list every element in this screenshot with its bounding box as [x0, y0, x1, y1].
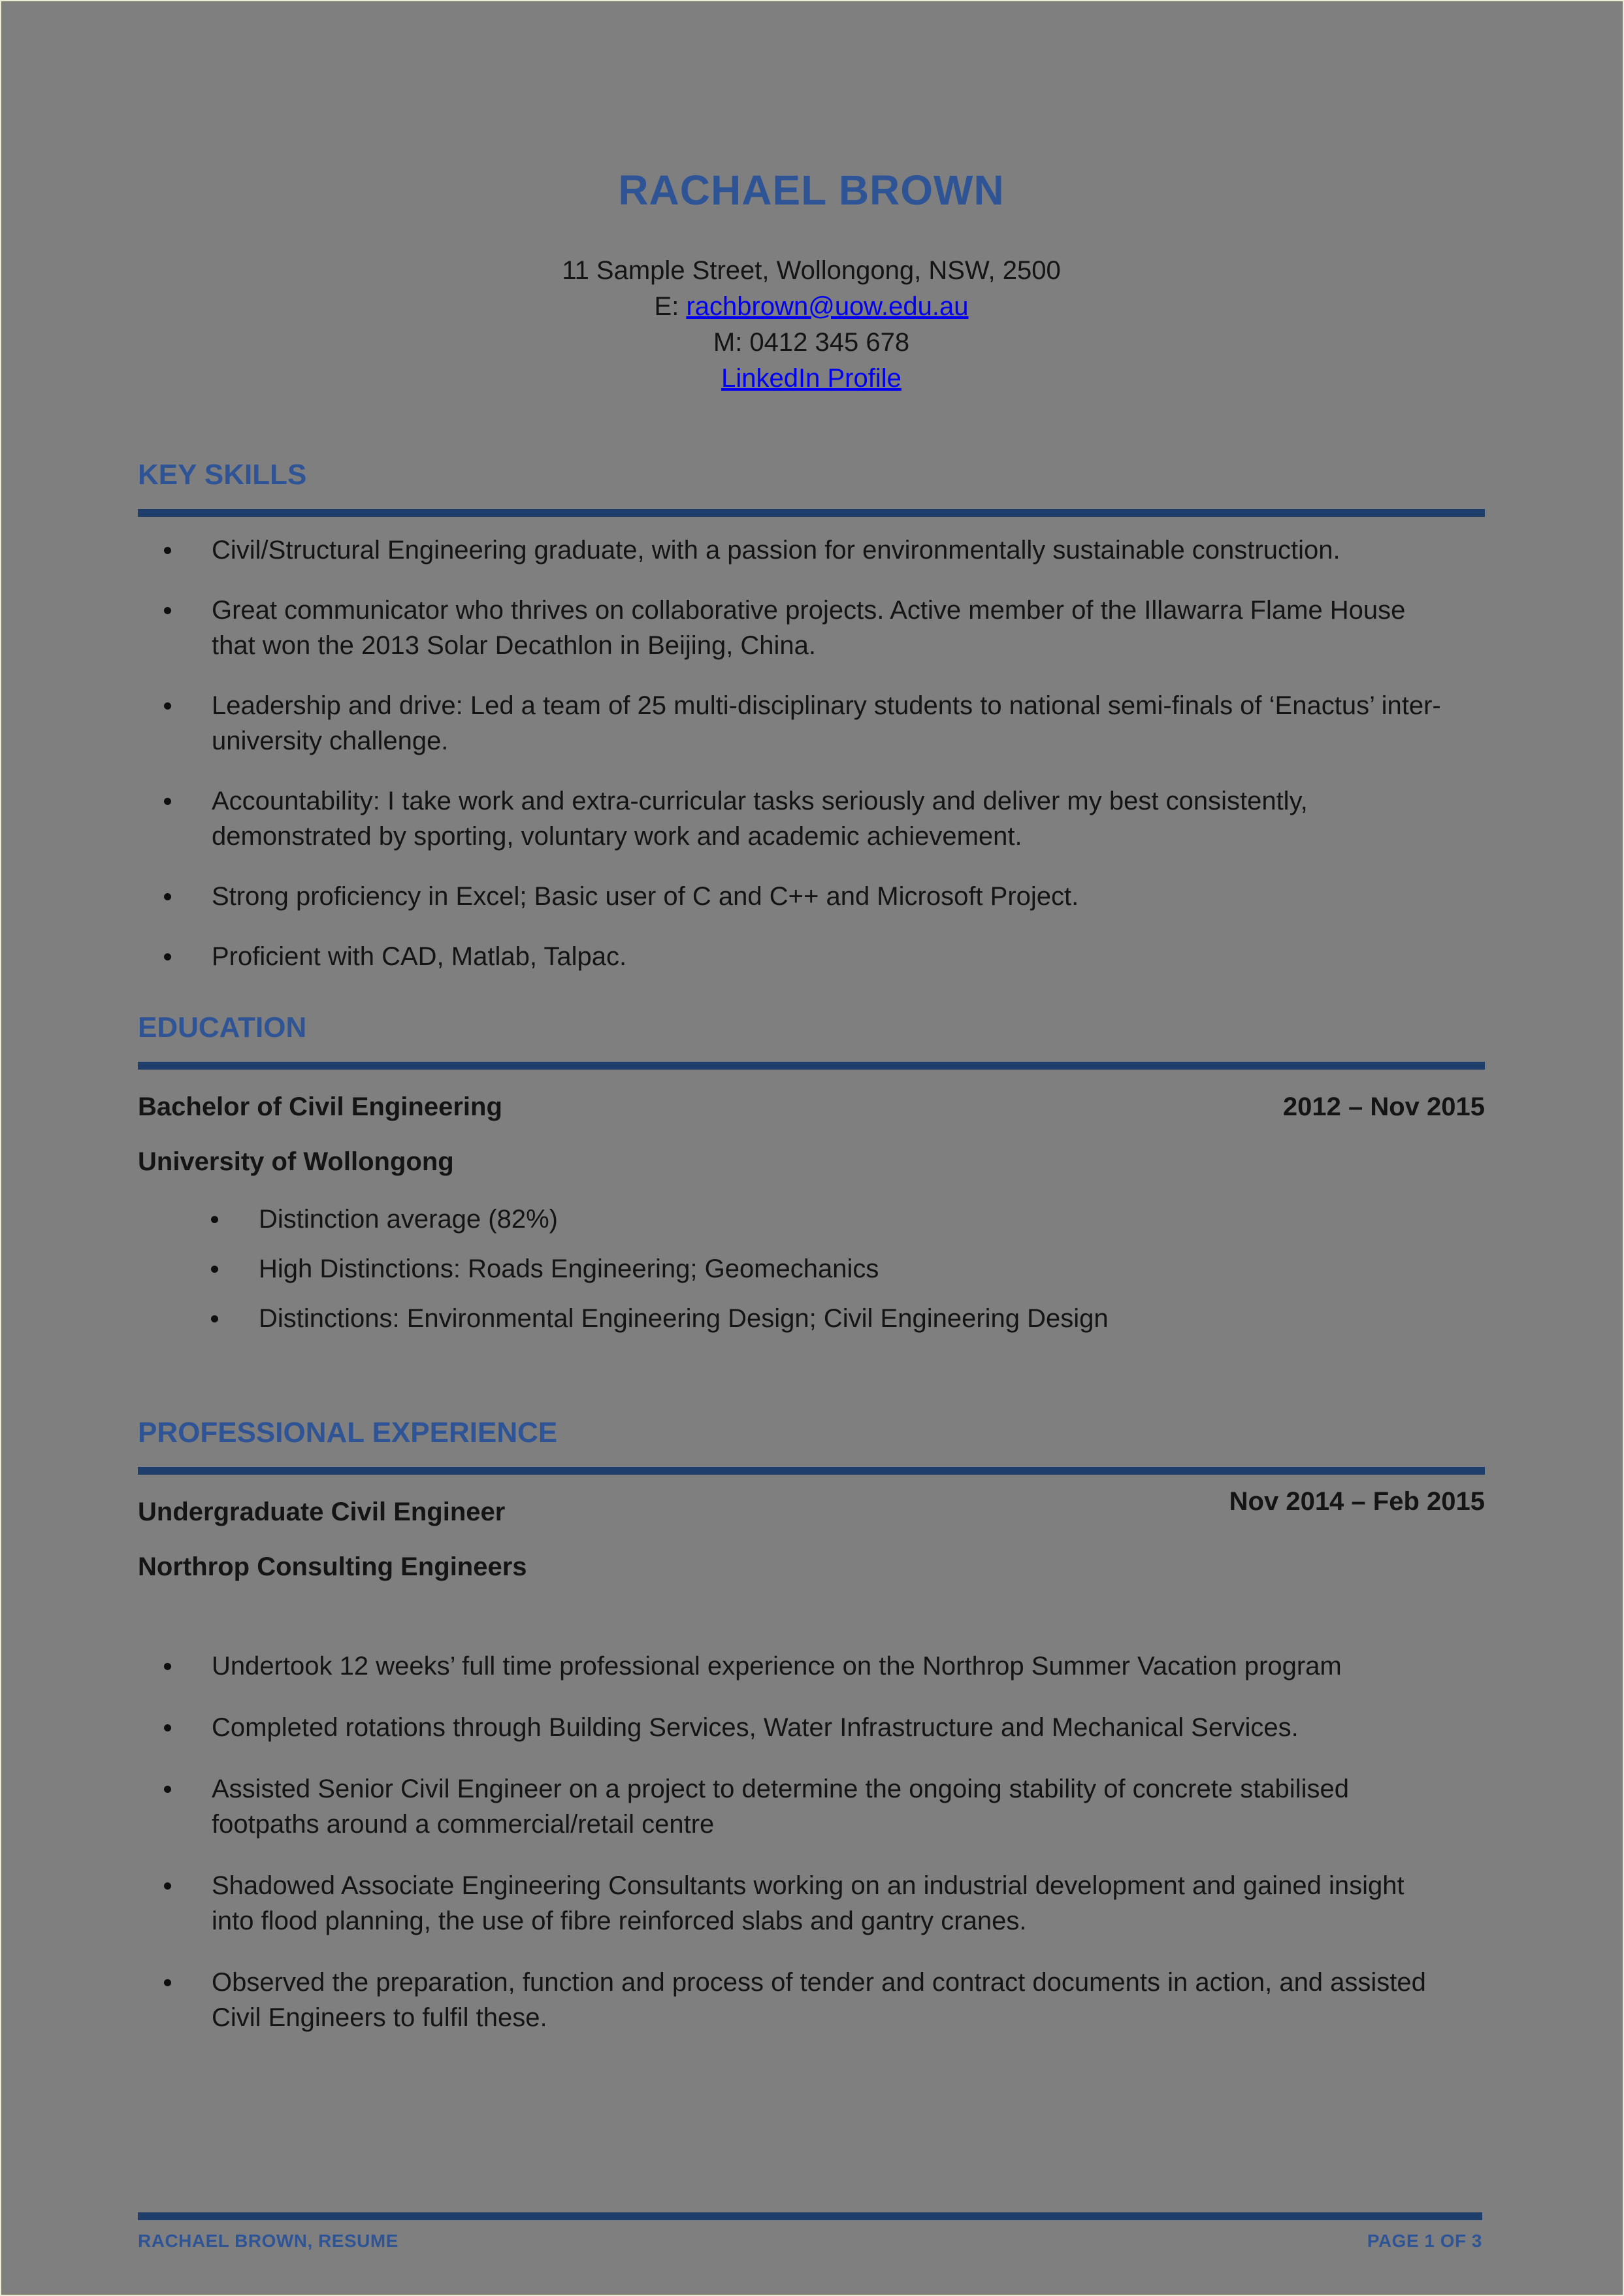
- bullet-marker: [164, 1979, 171, 1986]
- mobile-line: M: 0412 345 678: [713, 328, 910, 357]
- bullet-marker: [164, 607, 171, 614]
- section-professional-experience: [138, 1417, 1485, 2035]
- contact-block: [138, 253, 1485, 397]
- email-link[interactable]: rachbrown@uow.edu.au: [686, 292, 969, 321]
- bullet-marker: [211, 1266, 218, 1273]
- list-item-text: Great communicator who thrives on collaborative projects. Active member of the Illawarra Flame House that won the 2013 Solar Decathlon in Beijing, China.: [212, 596, 1406, 660]
- list-item-text: Undertook 12 weeks’ full time professional experience on the Northrop Summer Vacation program: [212, 1652, 1342, 1681]
- list-item: [138, 1868, 1452, 1939]
- list-item: [138, 1202, 1452, 1237]
- list-item-text: Shadowed Associate Engineering Consultants working on an industrial development and gained insight into flood planning, the use of fibre reinforced slabs and gantry cranes.: [212, 1871, 1405, 1935]
- key-skills-list: [138, 533, 1485, 974]
- list-item: [138, 1965, 1452, 2035]
- degree-title: Bachelor of Civil Engineering: [138, 1092, 502, 1121]
- bullet-marker: [164, 1786, 171, 1793]
- list-item-text: Leadership and drive: Led a team of 25 multi-disciplinary students to national semi-finals of ‘Enactus’ inter-university challenge.: [212, 691, 1441, 755]
- page-title: RACHAEL BROWN: [618, 167, 1005, 214]
- job-title: Undergraduate Civil Engineer: [138, 1498, 506, 1526]
- bullet-marker: [211, 1315, 218, 1322]
- list-item: [138, 1648, 1452, 1684]
- list-item-text: High Distinctions: Roads Engineering; Geomechanics: [259, 1255, 879, 1283]
- section-education: [138, 1012, 1485, 1336]
- footer-row: [138, 2231, 1482, 2252]
- section-rule: [138, 1467, 1485, 1475]
- list-item: [138, 1251, 1452, 1287]
- institution-name: University of Wollongong: [138, 1147, 454, 1176]
- education-list: [138, 1202, 1485, 1336]
- job-dates: Nov 2014 – Feb 2015: [1229, 1487, 1485, 1516]
- degree-dates: 2012 – Nov 2015: [1282, 1092, 1485, 1121]
- list-item: [138, 1771, 1452, 1842]
- address-line: 11 Sample Street, Wollongong, NSW, 2500: [562, 256, 1061, 285]
- section-rule: [138, 509, 1485, 517]
- list-item: [138, 879, 1452, 914]
- section-rule: [138, 1062, 1485, 1070]
- education-entry-row: [138, 1091, 1485, 1123]
- list-item-text: Accountability: I take work and extra-curricular tasks seriously and deliver my best consistently, demonstrated by sporting, voluntary work and academic achievement.: [212, 787, 1308, 851]
- list-item-text: Distinction average (82%): [259, 1205, 558, 1234]
- list-item-text: Distinctions: Environmental Engineering Design; Civil Engineering Design: [259, 1304, 1109, 1333]
- bullet-marker: [164, 893, 171, 900]
- bullet-marker: [164, 1663, 171, 1670]
- bullet-marker: [164, 702, 171, 710]
- list-item-text: Civil/Structural Engineering graduate, with a passion for environmentally sustainable construction.: [212, 536, 1340, 565]
- list-item-text: Observed the preparation, function and process of tender and contract documents in action, and assisted Civil Engineers to fulfil these.: [212, 1968, 1426, 2032]
- list-item: [138, 533, 1452, 568]
- list-item: [138, 688, 1452, 759]
- email-prefix: E:: [654, 292, 687, 321]
- education-heading: EDUCATION: [138, 1011, 307, 1043]
- page-footer: [138, 2212, 1482, 2252]
- bullet-marker: [164, 1724, 171, 1731]
- list-item: [138, 1301, 1452, 1336]
- linkedin-link[interactable]: LinkedIn Profile: [721, 364, 901, 393]
- footer-rule: [138, 2212, 1482, 2220]
- bullet-marker: [164, 1882, 171, 1890]
- experience-heading: PROFESSIONAL EXPERIENCE: [138, 1417, 558, 1449]
- page-content: [138, 2, 1485, 2061]
- list-item: [138, 1710, 1452, 1745]
- key-skills-heading: KEY SKILLS: [138, 459, 307, 491]
- experience-entry-row: [138, 1487, 1485, 1528]
- resume-page: [1, 1, 1623, 2295]
- footer-page-number: PAGE 1 OF 3: [1367, 2231, 1482, 2251]
- company-name: Northrop Consulting Engineers: [138, 1552, 527, 1581]
- list-item-text: Completed rotations through Building Services, Water Infrastructure and Mechanical Services.: [212, 1713, 1299, 1742]
- list-item-text: Assisted Senior Civil Engineer on a project to determine the ongoing stability of concrete stabilised footpaths around a commercial/retail centre: [212, 1775, 1349, 1839]
- bullet-marker: [164, 953, 171, 960]
- list-item-text: Strong proficiency in Excel; Basic user of C and C++ and Microsoft Project.: [212, 882, 1079, 911]
- bullet-marker: [164, 798, 171, 805]
- section-key-skills: [138, 459, 1485, 974]
- email-line: [138, 289, 1485, 325]
- bullet-marker: [164, 547, 171, 554]
- list-item: [138, 783, 1452, 854]
- list-item: [138, 939, 1452, 974]
- bullet-marker: [211, 1216, 218, 1223]
- linkedin-line: [138, 361, 1485, 397]
- list-item-text: Proficient with CAD, Matlab, Talpac.: [212, 942, 627, 971]
- experience-list: [138, 1648, 1485, 2035]
- footer-name: RACHAEL BROWN, RESUME: [138, 2231, 398, 2251]
- list-item: [138, 593, 1452, 663]
